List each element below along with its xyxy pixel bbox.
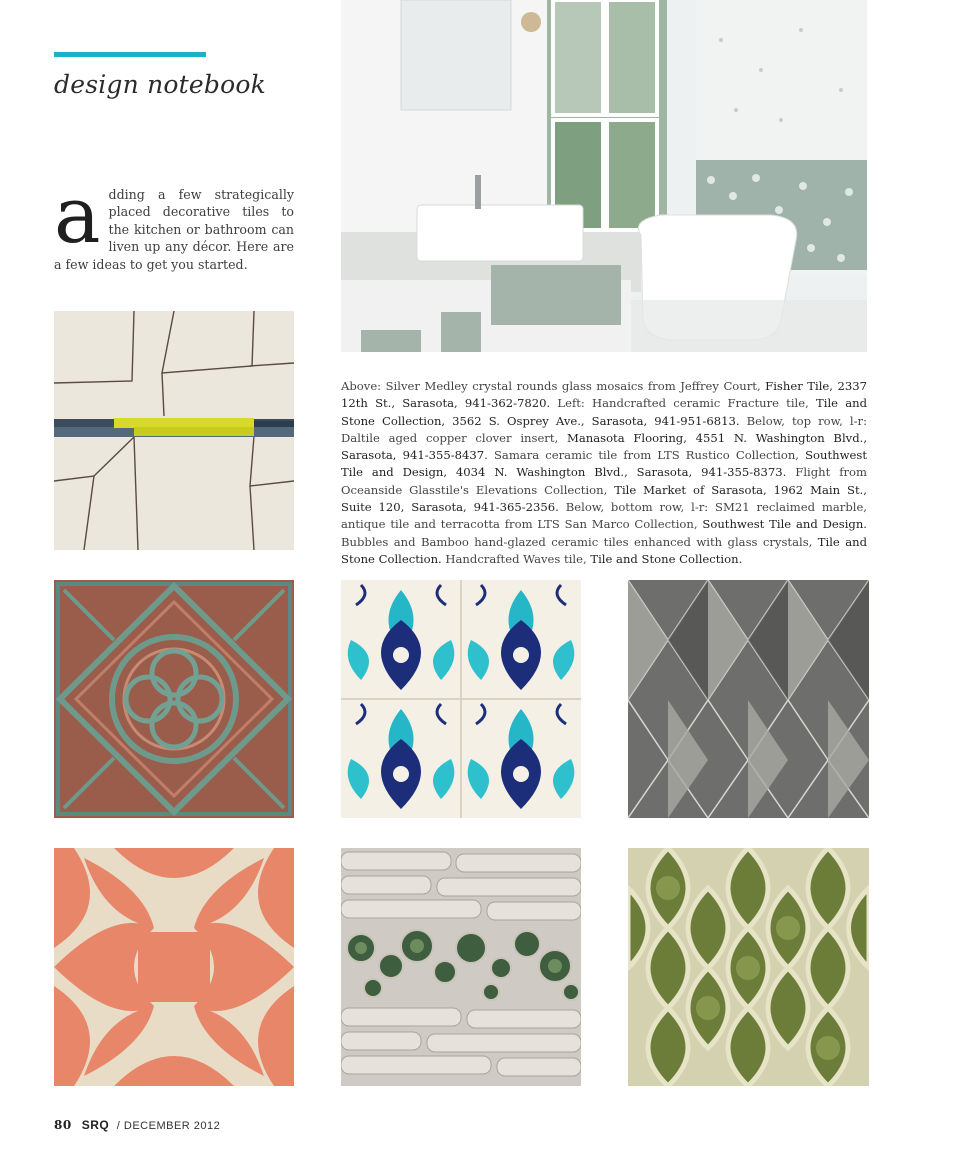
- caption-business: Southwest Tile and Design, 4034 N. Washington Blvd., Sarasota, 941-355-8373.: [341, 448, 867, 480]
- caption-business: Fisher Tile, 2337 12th St., Sarasota, 941-362-7820.: [341, 379, 867, 411]
- intro-paragraph: [54, 171, 294, 273]
- caption-text: Samara ceramic tile from LTS Rustico Collection,: [487, 448, 806, 463]
- reclaimed-marble-tile-photo: [54, 848, 294, 1086]
- caption-text: Below, bottom row, l-r: SM21 reclaimed marble, antique tile and terracotta from LTS San Marco Collection,: [341, 500, 867, 532]
- copper-clover-tile-photo: [54, 580, 294, 818]
- magazine-brand: SRQ: [81, 1118, 110, 1132]
- caption-text: Above: Silver Medley crystal rounds glass mosaics from Jeffrey Court,: [341, 379, 766, 393]
- caption-business: Tile and Stone Collection, 3562 S. Osprey Ave., Sarasota, 941-951-6813.: [341, 396, 868, 428]
- caption-business: Tile Market of Sarasota, 1962 Main St., Suite 120, Sarasota, 941-365-2356.: [341, 482, 867, 515]
- caption-text: Flight from Oceanside Glasstile's Elevations Collection,: [341, 465, 868, 497]
- caption-business: Tile and Stone Collection.: [590, 551, 743, 566]
- accent-bar: [54, 52, 206, 57]
- bubbles-bamboo-tile-photo: [341, 848, 581, 1086]
- samara-ceramic-tile-photo: [341, 580, 581, 818]
- caption-business: Tile and Stone Collection.: [341, 534, 867, 566]
- waves-tile-photo: [628, 848, 869, 1086]
- photo-caption: [341, 378, 867, 568]
- bathroom-photo: [341, 0, 867, 352]
- drop-cap: a: [54, 171, 101, 261]
- page-number: 80: [54, 1118, 72, 1132]
- caption-text: Left: Handcrafted ceramic Fracture tile,: [550, 396, 816, 411]
- flight-glass-tile-photo: [628, 580, 869, 818]
- caption-text: Bubbles and Bamboo hand-glazed ceramic tiles enhanced with glass crystals,: [341, 534, 818, 549]
- caption-business: Southwest Tile and Design.: [702, 517, 867, 532]
- section-title: design notebook: [54, 70, 266, 99]
- issue-date: / DECEMBER 2012: [116, 1120, 221, 1132]
- page-footer: [54, 1118, 220, 1132]
- caption-text: Handcrafted Waves tile,: [441, 551, 591, 566]
- fracture-tile-photo: [54, 311, 294, 550]
- caption-text: Below, top row, l-r: Daltile aged copper clover insert,: [341, 413, 867, 445]
- caption-business: Manasota Flooring, 4551 N. Washington Blvd., Sarasota, 941-355-8437.: [341, 430, 868, 463]
- intro-text: dding a few strategically placed decorative tiles to the kitchen or bathroom can liven up any décor. Here are a few ideas to get you started.: [54, 187, 294, 272]
